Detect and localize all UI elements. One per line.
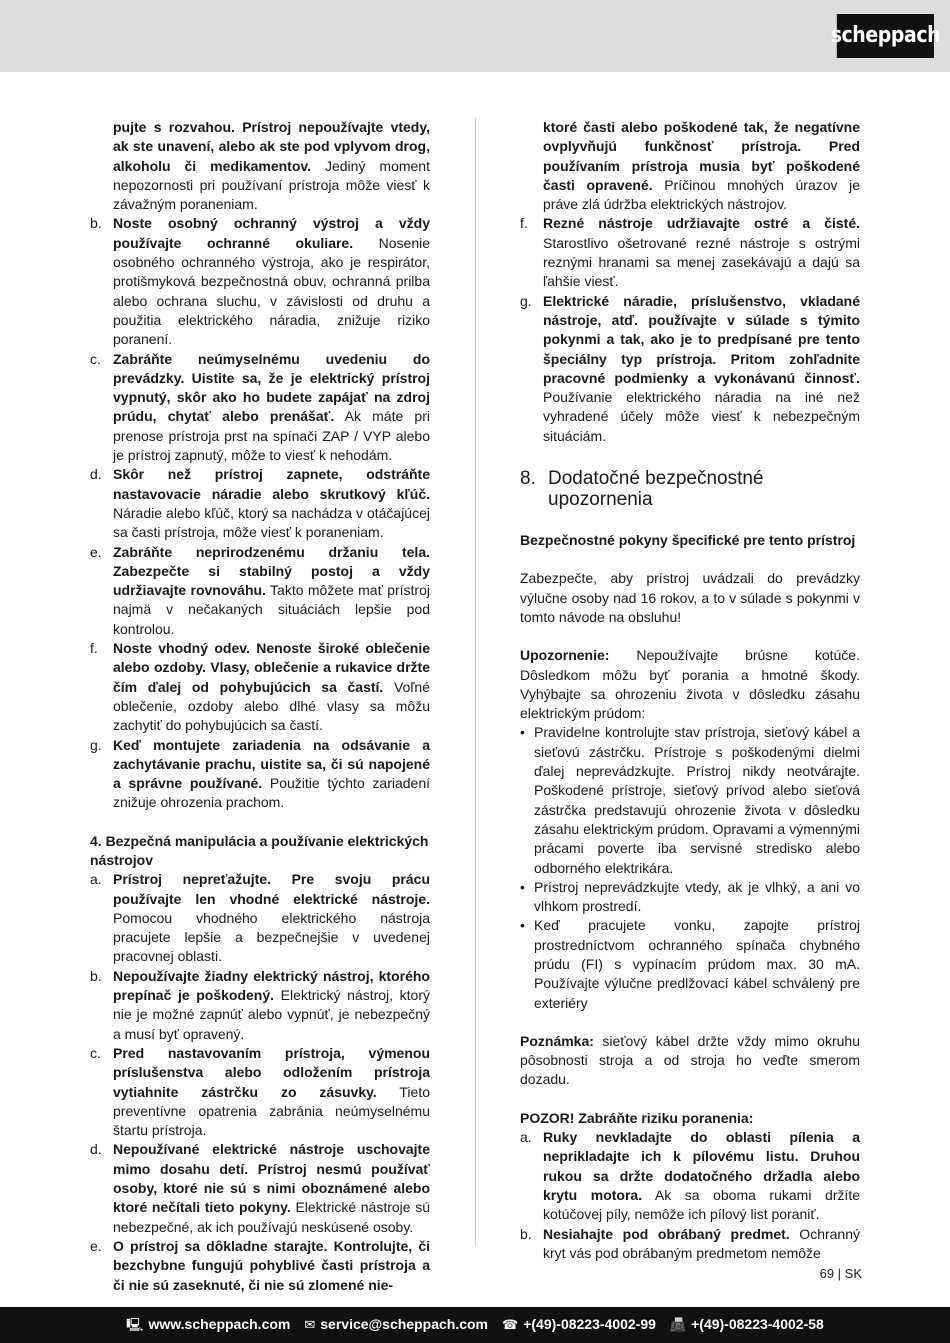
list-item: c. Pred nastavovaním prístroja, výmenou príslušenstva alebo odložením prístroja vytiahnite zástrčku zo zásuvky. Tieto preventívne opatrenia zabránia neúmyselnému štartu prístroja. <box>90 1044 430 1139</box>
bullet-icon: • <box>520 878 525 895</box>
left-column <box>90 118 430 1295</box>
website-link[interactable]: www.scheppach.com <box>148 1316 291 1333</box>
phone-number: +(49)-08223-4002-99 <box>523 1316 656 1333</box>
page-number: 69 | SK <box>819 1266 862 1281</box>
list-item: g. Elektrické náradie, príslušenstvo, vkladané nástroje, atď. používajte v súlade s týmito pokynmi a tak, ako je to predpísané pre tento špeciálny typ prístroja. Pritom zohľadnite pracovné podmienky a vykonávanú činnosť. Používanie elektrického náradia na iné než vyhradené účely môže viesť k nebezpečným situáciám. <box>520 292 860 444</box>
list-item: a. Ruky nevkladajte do oblasti pílenia a neprikladajte ich k pílovému listu. Druhou rukou sa držte dodatočného držadla alebo krytu motora. Ak sa oboma rukami držíte kotúčovej píly, nemôže ich pílový list poraniť. <box>520 1129 860 1223</box>
age-paragraph: Zabezpečte, aby prístroj uvádzali do prevádzky výlučne osoby nad 16 rokov, a to v súlade s pokynmi v tomto návode na obsluhu! <box>520 570 860 625</box>
fax-number: +(49)-08223-4002-58 <box>691 1316 824 1333</box>
scheppach-logo: scheppach <box>837 14 934 58</box>
list-item: e. O prístroj sa dôkladne starajte. Kontrolujte, či bezchybne fungujú pohyblivé časti prístroja a či nie sú zaseknuté, či nie sú zlomené nie- <box>90 1237 430 1293</box>
subheading: Bezpečnostné pokyny špecifické pre tento prístroj <box>520 532 856 549</box>
email-link[interactable]: service@scheppach.com <box>320 1316 488 1333</box>
bullet-icon: • <box>520 724 525 741</box>
top-bar <box>0 0 950 72</box>
right-column <box>520 118 860 1263</box>
section-8-heading: 8. Dodatočné bezpečnostné upozornenia <box>520 468 764 511</box>
bullet-icon: • <box>520 917 525 934</box>
list-item: b. Nepoužívajte žiadny elektrický nástroj, ktorého prepínač je poškodený. Elektrický nástroj, ktorý nie je možné zapnúť alebo vypnúť, je nebezpečný a musí byť opravený. <box>90 967 430 1042</box>
list-item: a. Prístroj nepreťažujte. Pre svoju prácu používajte len vhodné elektrické nástroje. Pomocou vhodného elektrického nástroja pracujete lepšie a bezpečnejšie v uvedenej pracovnej oblasti. <box>90 871 430 965</box>
bullet-item: • Pravidelne kontrolujte stav prístroja, sieťový kábel a sieťovú zástrčku. Prístroje s poškodenými dielmi ďalej neprevádzkujte. Prístroj nikdy neotvárajte. Poškodené prístroje, sieťový prívod alebo sieťová zástrčka predstavujú ohrozenie života v dôsledku zásahu elektrickým prúdom. Opravami a výmennými prácami poverte iba servisné stredisko alebo odborného elektrikára. <box>520 724 860 876</box>
footer-bar <box>0 1307 950 1343</box>
list-item: d. Skôr než prístroj zapnete, odstráňte nastavovacie náradie alebo skrutkový kľúč. Náradie alebo kľúč, ktorý sa nachádza v otáčajúcej sa časti prístroja, môže viesť k poraneniam. <box>90 466 430 541</box>
list-item: b. Noste osobný ochranný výstroj a vždy používajte ochranné okuliare. Nosenie osobného ochranného výstroja, ako je respirátor, protišmyková bezpečnostná obuv, ochranná prilba alebo ochrana sluchu, v závislosti od druhu a použitia elektrického náradia, znižuje riziko poranení. <box>90 215 430 348</box>
list-item: b. Nesiahajte pod obrábaný predmet. Ochranný kryt vás pod obrábaným predmetom nemôže <box>520 1225 860 1261</box>
fax-icon: 📠 <box>669 1317 687 1333</box>
column-divider <box>475 118 476 1246</box>
bullet-item: • Prístroj neprevádzkujte vtedy, ak je vlhký, a ani vo vlhkom prostredí. <box>520 878 860 915</box>
list-item: d. Nepoužívané elektrické nástroje uschovajte mimo dosahu detí. Prístroj nesmú používať osoby, ktoré nie sú s nimi oboznámené alebo ktoré nečítali tieto pokyny. Elektrické nástroje sú nebezpečné, ak ich používajú neskúsené osoby. <box>90 1141 430 1235</box>
list-item: e. Zabráňte neprirodzenému držaniu tela. Zabezpečte si stabilný postoj a vždy udržiavajte rovnováhu. Takto môžete mať prístroj najmä v nečakaných situáciách lepšie pod kontrolou. <box>90 543 430 637</box>
list-item: c. Zabráňte neúmyselnému uvedeniu do prevádzky. Uistite sa, že je elektrický prístroj vypnutý, skôr ako ho budete zapájať na zdroj prúdu, chytať alebo prenášať. Ak máte pri prenose prístroja prst na spínači ZAP / VYP alebo je prístroj zapnutý, môže to viesť k nehodám. <box>90 350 430 464</box>
list-item: f. Rezné nástroje udržiavajte ostré a čisté. Starostlivo ošetrované rezné nástroje s ostrými reznými hranami sa menej zasekávajú a dajú sa ľahšie viesť. <box>520 215 860 290</box>
continued-item-text: pujte s rozvahou. Prístroj nepoužívajte vtedy, ak ste unavení, alebo ak ste pod vplyvom drog, alkoholu či medikamentov. Jediný moment nepozornosti pri používaní prístroja môže viesť k závažným poraneniam. <box>113 119 430 213</box>
list-item: g. Keď montujete zariadenia na odsávanie a zachytávanie prachu, uistite sa, či sú napojené a správne používané. Použitie týchto zariadení znižuje ohrozenia prachom. <box>90 736 431 811</box>
warning-paragraph: Upozornenie: Nepoužívajte brúsne kotúče. Dôsledkom môžu byť porania a hmotné škody. Vyhýbajte sa ohrozeniu života v dôsledku zásahu elektrickým prúdom: <box>520 647 860 722</box>
continued-item-text: ktoré časti alebo poškodené tak, že negatívne ovplyvňujú funkčnosť prístroja. Pred používaním prístroja musia byť poškodené časti opravené. Príčinou mnohých úrazov je práve zlá údržba elektrických nástrojov. <box>543 119 861 213</box>
computer-icon: 🖳 <box>126 1317 144 1333</box>
list-item: f. Noste vhodný odev. Nenoste široké oblečenie alebo ozdoby. Vlasy, oblečenie a rukavice držte čím ďalej od pohybujúcich sa častí. Voľné oblečenie, ozdoby alebo dlhé vlasy sa môžu zachytiť do pohybujúcich sa častí. <box>90 640 430 734</box>
email-icon: ✉ <box>304 1317 316 1333</box>
bullet-item: • Keď pracujete vonku, zapojte prístroj prostredníctvom ochranného spínača chybného prúdu (FI) s vypínacím prúdom max. 30 mA. Používajte výlučne predlžovací kábel schválený pre exteriéry <box>520 917 860 1011</box>
section-4-heading: 4. Bezpečná manipulácia a používanie elektrických nástrojov <box>90 832 429 868</box>
note-paragraph: Poznámka: sieťový kábel držte vždy mimo okruhu pôsobnosti stroja a od stroja ho veďte smerom dozadu. <box>520 1032 860 1088</box>
caution-heading: POZOR! Zabráňte riziku poranenia: <box>520 1109 754 1126</box>
phone-icon: ☎ <box>502 1317 519 1333</box>
